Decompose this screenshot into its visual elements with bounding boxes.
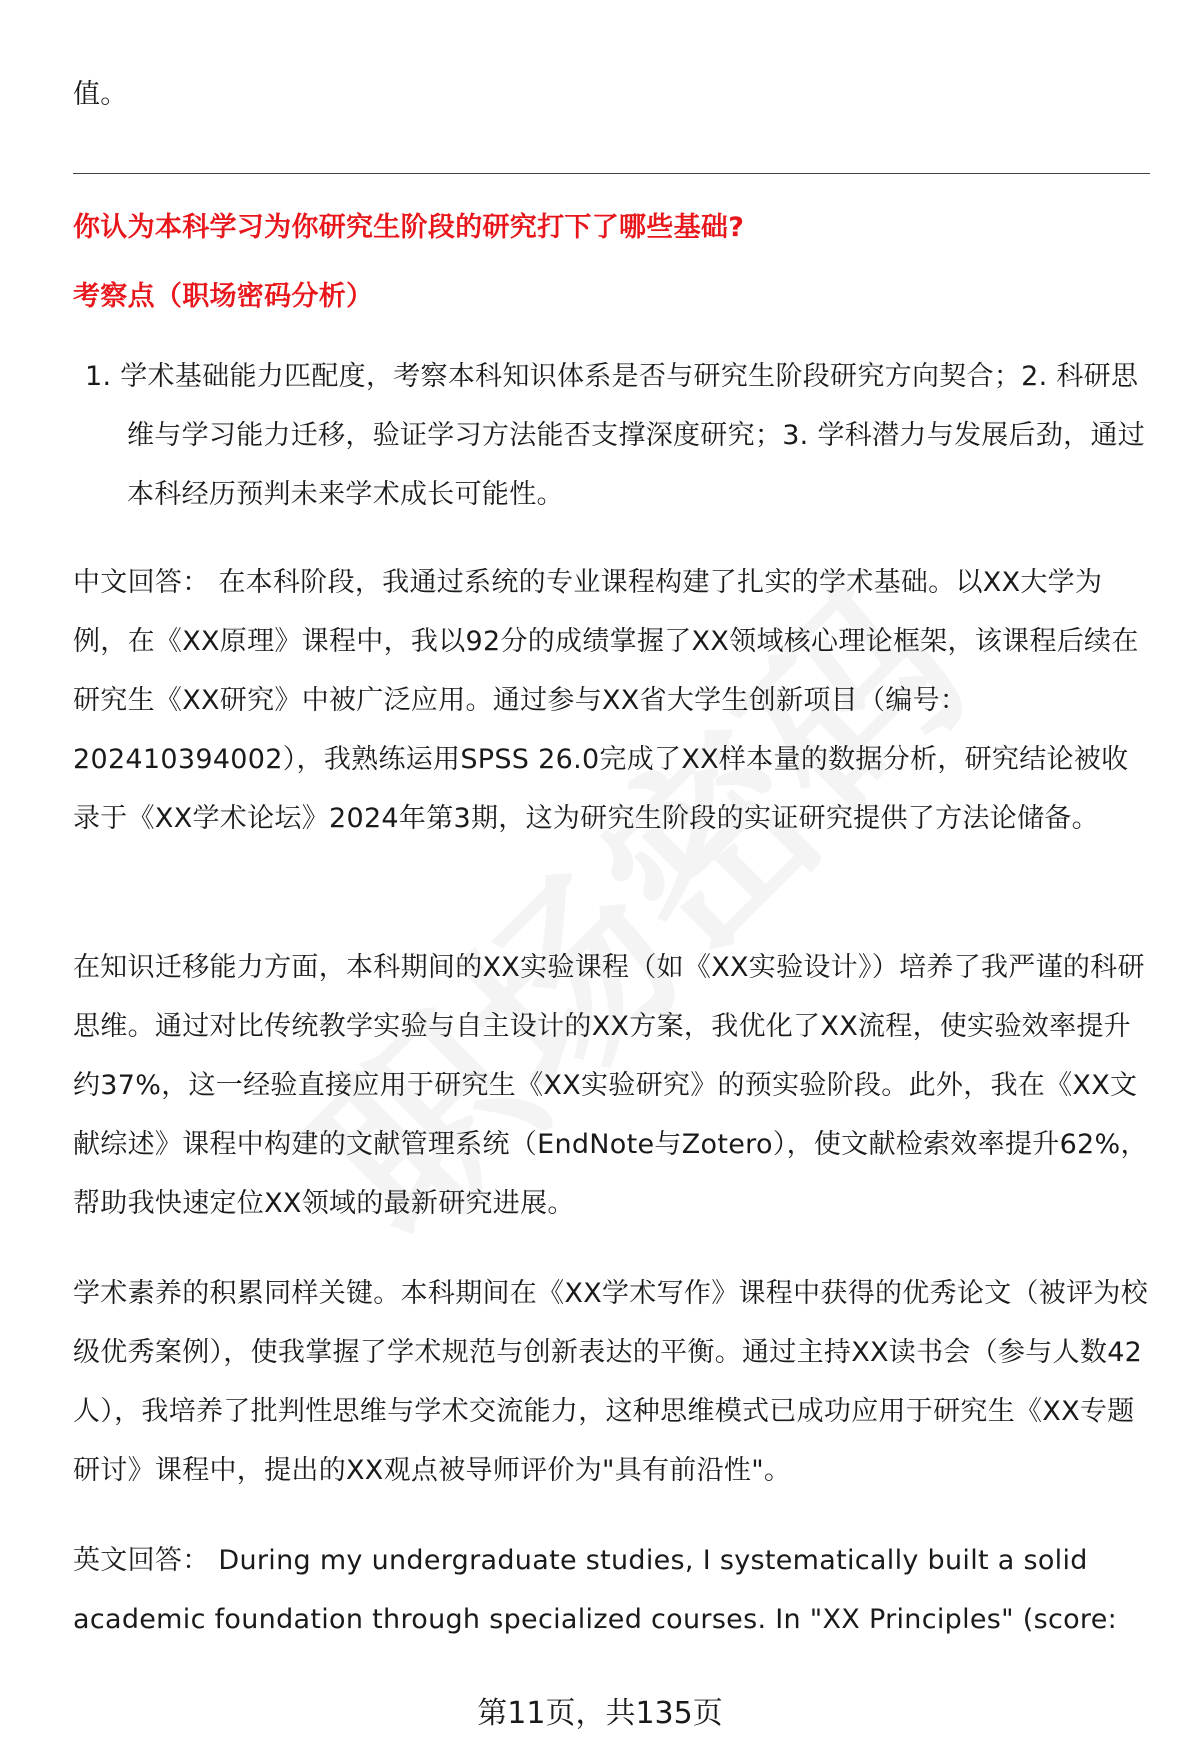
chinese-answer-paragraph-1: 中文回答： 在本科阶段，我通过系统的专业课程构建了扎实的学术基础。以XX大学为例，在《XX原理》课程中，我以92分的成绩掌握了XX领域核心理论框架，该课程后续在研究生《XX研究》中被广泛应用。通过参与XX省大学生创新项目（编号：202410394002），我熟练运用SPSS 26.0完成了XX样本量的数据分析，研究结论被收录于《XX学术论坛》2024年第3期，这为研究生阶段的实证研究提供了方法论储备。 (73, 567, 1139, 834)
question-heading: 你认为本科学习为你研究生阶段的研究打下了哪些基础? (73, 212, 745, 243)
divider (73, 173, 1150, 174)
exam-points-list: 1. 学术基础能力匹配度，考察本科知识体系是否与研究生阶段研究方向契合；2. 科研思维与学习能力迁移，验证学习方法能否支撑深度研究；3. 学科潜力与发展后劲，通过本科经历预判未来学术成长可能性。 (85, 361, 1146, 510)
continued-text: 值。 (73, 79, 128, 110)
english-answer: 英文回答： During my undergraduate studies, I systematically built a solid academic foundation through specialized courses. In "XX Principles" (score: (73, 1545, 1118, 1635)
chinese-answer-paragraph-2: 在知识迁移能力方面，本科期间的XX实验课程（如《XX实验设计》）培养了我严谨的科研思维。通过对比传统教学实验与自主设计的XX方案，我优化了XX流程，使实验效率提升约37%，这一经验直接应用于研究生《XX实验研究》的预实验阶段。此外，我在《XX文献综述》课程中构建的文献管理系统（EndNote与Zotero），使文献检索效率提升62%，帮助我快速定位XX领域的最新研究进展。 (73, 952, 1148, 1219)
page-number: 第11页，共135页 (477, 1696, 723, 1731)
chinese-answer-paragraph-3: 学术素养的积累同样关键。本科期间在《XX学术写作》课程中获得的优秀论文（被评为校级优秀案例），使我掌握了学术规范与创新表达的平衡。通过主持XX读书会（参与人数42人），我培养了批判性思维与学术交流能力，这种思维模式已成功应用于研究生《XX专题研讨》课程中，提出的XX观点被导师评价为"具有前沿性"。 (73, 1278, 1148, 1486)
exam-point-heading: 考察点（职场密码分析） (73, 281, 374, 312)
